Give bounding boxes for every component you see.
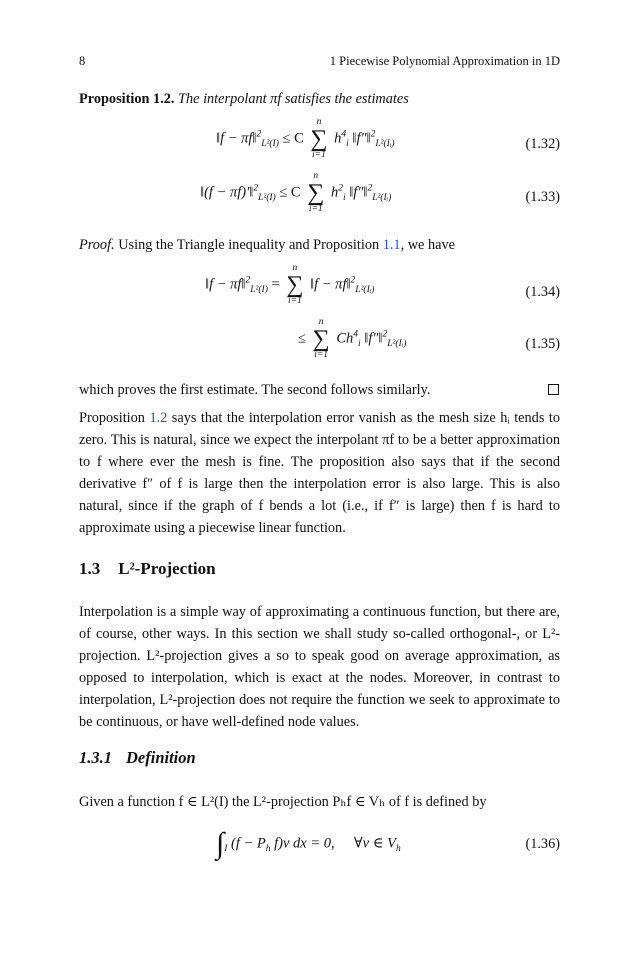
equation-1-34: ‖f − πf‖$^2_{L^2(I)}$ = n ∑ i=1 ‖f − πf‖$^2_{L^2(Iᵢ)}$ bbox=[205, 263, 375, 306]
section-heading: 1.3 L²-Projection bbox=[79, 559, 216, 578]
equation-1-33: ‖(f − πf)′‖$^2_{L^2(I)}$ ≤ C n ∑ i=1 $h^2_i$ ‖f″‖$^2_{L^2(Iᵢ)}$ bbox=[200, 171, 392, 214]
proof-intro: Proof. Using the Triangle inequality and Proposition 1.1, we have bbox=[79, 237, 455, 253]
equation-1-35: ≤ n ∑ i=1 $Ch^4_i$ ‖f″‖$^2_{L^2(Iᵢ)}$ bbox=[298, 317, 407, 360]
reference-link[interactable]: 1.2 bbox=[149, 410, 168, 426]
proposition-statement: The interpolant πf satisfies the estimates bbox=[178, 91, 409, 107]
equation-number: (1.33) bbox=[525, 189, 560, 205]
subsection-heading: 1.3.1 Definition bbox=[79, 748, 196, 767]
paragraph-l2-intro: Interpolation is a simple way of approximating a continuous function, but there are, of course, other ways. In this section we shall study so-called orthogonal-, or L²-projection. L²-projection gives a so to speak good on average approximation, as opposed to interpolation, which is exact at the nodes. Moreover, in contrast to interpolation, L²-projection does not require the function we seek to approximate to be continuous, or have well-defined node values. bbox=[79, 604, 560, 730]
reference-link[interactable]: 1.1 bbox=[382, 237, 401, 253]
page-number: 8 bbox=[79, 54, 86, 68]
equation-1-36: $\int_I$ ($f - P_h$ f)v dx = 0, ∀v ∈ $V_h$ bbox=[216, 827, 401, 860]
proof-label: Proof. bbox=[79, 237, 115, 253]
equation-number: (1.32) bbox=[525, 136, 560, 152]
qed-symbol bbox=[548, 384, 559, 395]
proof-conclusion: which proves the first estimate. The second follows similarly. bbox=[79, 382, 431, 398]
paragraph-proposition-discussion: Proposition 1.2 says that the interpolation error vanish as the mesh size hᵢ tends to zero. This is natural, since we expect the interpolant πf to be a better approximation to f where ever the mesh is fine. The proposition also says that if the second derivative f″ of f is large then the interpolation error is also large. This is also natural, since if the graph of f bends a lot (i.e., if f″ is large) then f is hard to approximate using a piecewise linear function. bbox=[79, 410, 560, 536]
equation-number: (1.36) bbox=[525, 836, 560, 852]
equation-1-32: ‖f − πf‖$^2_{L^2(I)}$ ≤ C n ∑ i=1 $h^4_i$ ‖f″‖$^2_{L^2(Iᵢ)}$ bbox=[216, 117, 395, 160]
proposition-label: Proposition 1.2. bbox=[79, 91, 175, 107]
proposition bbox=[79, 88, 409, 110]
running-title: 1 Piecewise Polynomial Approximation in 1D bbox=[329, 54, 560, 68]
paragraph-definition: Given a function f ∈ L²(I) the L²-projection Pₕf ∈ Vₕ of f is defined by bbox=[79, 794, 487, 810]
equation-number: (1.34) bbox=[525, 284, 560, 300]
equation-number: (1.35) bbox=[525, 336, 560, 352]
